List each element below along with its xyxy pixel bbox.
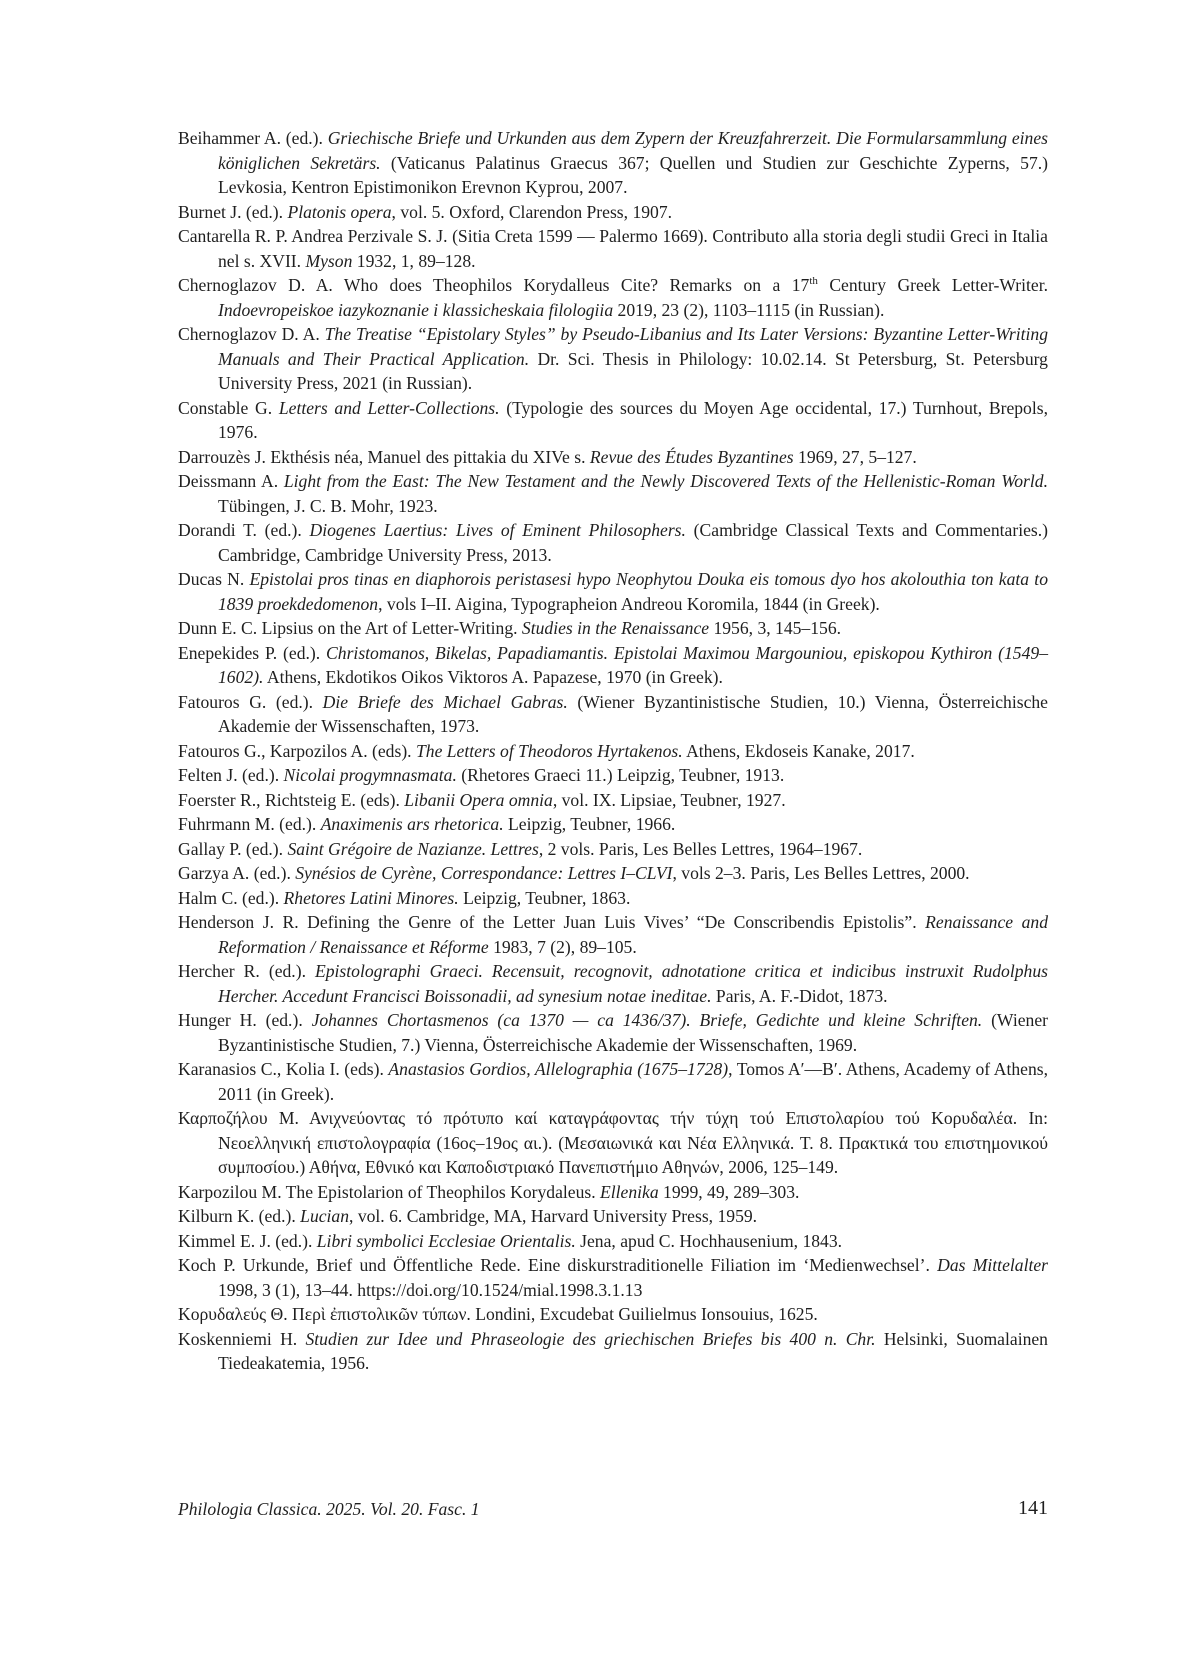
reference-entry <box>178 886 1048 911</box>
reference-text: Garzya A. (ed.). <box>178 863 296 883</box>
reference-entry <box>178 1180 1048 1205</box>
reference-text: Henderson J. R. Defining the Genre of the Letter Juan Luis Vives’ “De Conscribendis Epistolis”. <box>178 912 926 932</box>
reference-entry <box>178 567 1048 616</box>
reference-entry <box>178 126 1048 200</box>
reference-title: Das Mittelalter <box>937 1255 1048 1275</box>
reference-entry <box>178 641 1048 690</box>
reference-entry <box>178 1229 1048 1254</box>
reference-text: Karpozilou M. The Epistolarion of Theophilos Korydaleus. <box>178 1181 601 1202</box>
reference-text: Καρποζήλου Μ. Ανιχνεύοντας τό πρότυπο καί καταγράφοντας τήν τύχη τού Επιστολαρίου τού Κορυδαλέα. In: Νεοελληνική επιστολογραφία (16ος–19ος αι.). (Μεσαιωνικά και Νέα Ελληνικά. Τ. 8. Πρακτικά του επιστημονικού συμποσίου.) Αθήνα, Εθνικό και Καποδιστριακό Πανεπιστήμιο Αθηνών, 2006, 125–149. <box>178 1108 1048 1177</box>
reference-entry <box>178 1008 1048 1057</box>
reference-text: Burnet J. (ed.). <box>178 201 288 222</box>
reference-text: , vol. IX. Lipsiae, Teubner, 1927. <box>552 789 786 810</box>
reference-text: Athens, Ekdotikos Oikos Viktoros A. Papazese, 1970 (in Greek). <box>263 667 723 687</box>
reference-text: Foerster R., Richtsteig E. (eds). <box>178 789 405 810</box>
reference-text: (Wiener Byzantinistische Studien, 7.) Vienna, Österreichische Akademie der Wissenschaften, 1969. <box>218 1010 1048 1055</box>
reference-title: The Letters of Theodoros Hyrtakenos. <box>415 740 683 761</box>
page-number: 141 <box>1018 1497 1048 1519</box>
reference-title: Diogenes Laertius: Lives of Eminent Philosophers. <box>309 520 686 540</box>
reference-text: 1998, 3 (1), 13–44. https://doi.org/10.1524/mial.1998.3.1.13 <box>218 1279 643 1300</box>
reference-text: Beihammer A. (ed.). <box>178 128 328 148</box>
reference-text: 1932, 1, 89–128. <box>352 250 476 271</box>
reference-text: Paris, A. F.-Didot, 1873. <box>711 985 888 1006</box>
reference-text: Jena, apud C. Hochhausenium, 1843. <box>575 1230 843 1251</box>
reference-entry <box>178 959 1048 1008</box>
reference-entry <box>178 1106 1048 1180</box>
reference-text: 1999, 49, 289–303. <box>658 1181 800 1202</box>
reference-text: Koskenniemi H. <box>178 1328 306 1349</box>
reference-entry <box>178 1253 1048 1302</box>
reference-text: Leipzig, Teubner, 1966. <box>503 814 676 834</box>
reference-entry <box>178 763 1048 788</box>
reference-title: Platonis opera <box>287 201 392 222</box>
reference-text: 1956, 3, 145–156. <box>709 618 842 638</box>
reference-title: Letters and Letter-Collections. <box>278 397 500 418</box>
reference-title: Libri symbolici Ecclesiae Orientalis. <box>316 1230 576 1251</box>
reference-text: Κορυδαλεύς Θ. Περὶ ἐπιστολικῶν τύπων. Londini, Excudebat Guilielmus Ionsouius, 1625. <box>178 1304 818 1324</box>
reference-text: Helsinki, Suomalainen Tiedeakatemia, 1956. <box>218 1328 1048 1373</box>
reference-text: Chernoglazov D. A. Who does Theophilos Korydalleus Cite? Remarks on a 17 <box>178 275 810 295</box>
reference-title: Rhetores Latini Minores. <box>283 887 459 908</box>
reference-text: Century Greek Letter-Writer. <box>817 275 1048 295</box>
reference-entry <box>178 322 1048 396</box>
reference-text: Dr. Sci. Thesis in Philology: 10.02.14. St Petersburg, St. Petersburg University Press, 2021 (in Russian). <box>218 348 1048 393</box>
reference-title: Griechische Briefe und Urkunden aus dem Zypern der Kreuzfahrerzeit. Die Formularsammlung eines königlichen Sekretärs. <box>218 128 1049 173</box>
reference-title: Revue des Études Byzantines <box>589 446 794 467</box>
reference-text: Dunn E. C. Lipsius on the Art of Letter-Writing. <box>178 618 522 638</box>
reference-text: Darrouzès J. Ekthésis néa, Manuel des pittakia du XIVe s. <box>178 446 590 467</box>
reference-entry <box>178 445 1048 470</box>
reference-text: 2019, 23 (2), 1103–1115 (in Russian). <box>613 299 885 320</box>
reference-title: Christomanos, Bikelas, Papadiamantis. Epistolai Maximou Margouniou, episkopou Kythiron (1549–1602). <box>218 642 1048 687</box>
reference-text: Gallay P. (ed.). <box>178 838 288 859</box>
reference-text: Deissmann A. <box>178 471 284 491</box>
reference-entry <box>178 518 1048 567</box>
reference-title: Light from the East: The New Testament and the Newly Discovered Texts of the Hellenistic-Roman World. <box>283 471 1048 491</box>
reference-text: , vol. 5. Oxford, Clarendon Press, 1907. <box>391 201 673 222</box>
reference-text: Karanasios C., Kolia I. (eds). <box>178 1059 389 1079</box>
reference-text: (Wiener Byzantinistische Studien, 10.) Vienna, Österreichische Akademie der Wissenschaften, 1973. <box>218 691 1048 736</box>
reference-text: , Tomos A′—B′. Athens, Academy of Athens, 2011 (in Greek). <box>218 1059 1048 1104</box>
reference-title: Nicolai progymnasmata. <box>283 765 457 785</box>
reference-text: Kimmel E. J. (ed.). <box>178 1230 317 1251</box>
reference-entry <box>178 200 1048 225</box>
reference-text: Tübingen, J. C. B. Mohr, 1923. <box>218 495 438 516</box>
reference-text: , vol. 6. Cambridge, MA, Harvard University Press, 1959. <box>349 1206 758 1226</box>
reference-title: Libanii Opera omnia <box>404 789 553 810</box>
reference-title: Indoevropeiskoe iazykoznanie i klassicheskaia filologiia <box>218 299 614 320</box>
reference-text: 1969, 27, 5–127. <box>793 446 917 467</box>
reference-title: Anastasios Gordios, Allelographia (1675–1728) <box>388 1059 729 1079</box>
reference-title: Johannes Chortasmenos (ca 1370 — ca 1436/37). Briefe, Gedichte und kleine Schriften. <box>311 1010 983 1030</box>
reference-text: Dorandi T. (ed.). <box>178 520 310 540</box>
reference-title: Die Briefe des Michael Gabras. <box>322 691 568 712</box>
reference-text: Constable G. <box>178 397 279 418</box>
reference-title: Ellenika <box>600 1181 659 1202</box>
reference-text: Ducas N. <box>178 569 250 589</box>
reference-entry <box>178 273 1048 322</box>
reference-text: (Cambridge Classical Texts and Commentaries.) Cambridge, Cambridge University Press, 2013. <box>218 520 1048 565</box>
reference-entry <box>178 812 1048 837</box>
reference-entry <box>178 396 1048 445</box>
reference-text: Felten J. (ed.). <box>178 765 284 785</box>
reference-text: Hunger H. (ed.). <box>178 1010 312 1030</box>
reference-entry <box>178 224 1048 273</box>
superscript: th <box>809 275 818 288</box>
reference-text: 1983, 7 (2), 89–105. <box>488 936 637 957</box>
reference-entry <box>178 788 1048 813</box>
reference-entry <box>178 469 1048 518</box>
reference-entry <box>178 739 1048 764</box>
reference-entry <box>178 1204 1048 1229</box>
reference-text: Fuhrmann M. (ed.). <box>178 814 321 834</box>
reference-text: Leipzig, Teubner, 1863. <box>458 887 631 908</box>
reference-text: (Typologie des sources du Moyen Age occidental, 17.) Turnhout, Brepols, 1976. <box>218 397 1048 442</box>
reference-text: (Vaticanus Palatinus Graecus 367; Quellen und Studien zur Geschichte Zyperns, 57.) Levkosia, Kentron Epistimonikon Erevnon Kyprou, 2007. <box>218 152 1048 197</box>
reference-text: Koch P. Urkunde, Brief und Öffentliche Rede. Eine diskurstraditionelle Filiation im ‘Medienwechsel’. <box>178 1255 938 1275</box>
reference-title: Epistolai pros tinas en diaphorois peristasesi hypo Neophytou Douka eis tomous dyo hos akolouthia ton kata to 1839 proekdedomenon <box>218 569 1048 614</box>
footer-journal-title: Philologia Classica. 2025. Vol. 20. Fasc. 1 <box>178 1499 480 1519</box>
reference-title: Anaximenis ars rhetorica. <box>320 814 504 834</box>
reference-text: , vols I–II. Aigina, Typographeion Andreou Koromila, 1844 (in Greek). <box>378 593 880 614</box>
reference-entry <box>178 861 1048 886</box>
reference-text: (Rhetores Graeci 11.) Leipzig, Teubner, 1913. <box>456 765 785 785</box>
reference-text: Chernoglazov D. A. <box>178 324 325 344</box>
reference-title: Saint Grégoire de Nazianze. Lettres <box>287 838 539 859</box>
reference-entry <box>178 616 1048 641</box>
reference-text: Fatouros G. (ed.). <box>178 691 323 712</box>
reference-title: Epistolographi Graeci. Recensuit, recognovit, adnotatione critica et indicibus instruxit Rudolphus Hercher. Accedunt Francisci Boissonadii, ad synesium notae ineditae. <box>218 961 1048 1006</box>
reference-text: Hercher R. (ed.). <box>178 961 315 981</box>
reference-entry <box>178 1057 1048 1106</box>
reference-text: Halm C. (ed.). <box>178 887 284 908</box>
page-footer <box>178 1497 1048 1523</box>
reference-list <box>178 126 1048 1376</box>
reference-text: Athens, Ekdoseis Kanake, 2017. <box>682 740 915 761</box>
reference-text: Cantarella R. P. Andrea Perzivale S. J. (Sitia Creta 1599 — Palermo 1669). Contributo alla storia degli studii Greci in Italia nel s. XVII. <box>178 226 1048 271</box>
reference-entry <box>178 910 1048 959</box>
reference-text: , 2 vols. Paris, Les Belles Lettres, 1964–1967. <box>538 838 863 859</box>
reference-entry <box>178 690 1048 739</box>
reference-entry <box>178 1302 1048 1327</box>
reference-text: Fatouros G., Karpozilos A. (eds). <box>178 740 416 761</box>
reference-title: Renaissance and Reformation / Renaissance et Réforme <box>218 912 1048 957</box>
reference-text: , vols 2–3. Paris, Les Belles Lettres, 2000. <box>672 863 970 883</box>
reference-title: Studies in the Renaissance <box>521 618 710 638</box>
reference-title: The Treatise “Epistolary Styles” by Pseudo-Libanius and Its Later Versions: Byzantine Letter-Writing Manuals and Their Practical Application. <box>218 324 1048 369</box>
reference-text: Kilburn K. (ed.). <box>178 1206 301 1226</box>
reference-text: Enepekides P. (ed.). <box>178 642 327 663</box>
reference-entry <box>178 1327 1048 1376</box>
reference-entry <box>178 837 1048 862</box>
reference-title: Myson <box>305 250 353 271</box>
reference-title: Lucian <box>300 1206 350 1226</box>
reference-title: Synésios de Cyrène, Correspondance: Lettres I–CLVI <box>295 863 673 883</box>
reference-title: Studien zur Idee und Phraseologie des griechischen Briefes bis 400 n. Chr. <box>305 1328 876 1349</box>
